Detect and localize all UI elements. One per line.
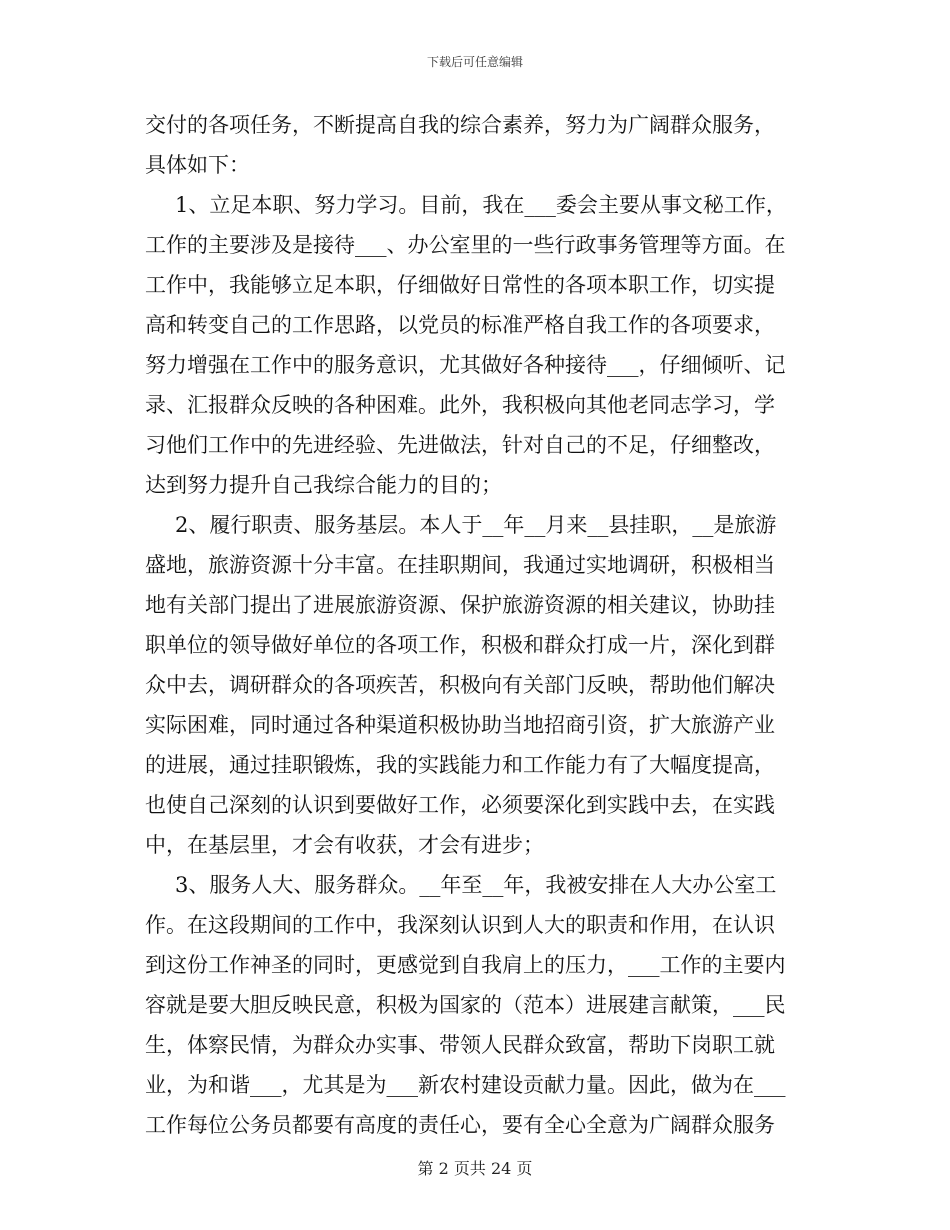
text-line: 的进展，通过挂职锻炼，我的实践能力和工作能力有了大幅度提高， [145, 753, 775, 777]
paragraph-start: 2、履行职责、服务基层。本人于__年__月来__县挂职，__是旅游 [175, 513, 777, 537]
text-line: 地有关部门提出了进展旅游资源、保护旅游资源的相关建议，协助挂 [145, 593, 775, 617]
text-line: 容就是要大胆反映民意，积极为国家的（范本）进展建言献策，___民 [145, 993, 786, 1017]
text-line: 交付的各项任务，不断提高自我的综合素养，努力为广阔群众服务， [145, 113, 775, 137]
body-text [145, 105, 810, 1145]
text-line: 工作的主要涉及是接待___、办公室里的一些行政事务管理等方面。在 [145, 233, 786, 257]
text-line: 作。在这段期间的工作中，我深刻认识到人大的职责和作用，在认识 [145, 913, 775, 937]
text-line: 高和转变自己的工作思路，以党员的标准严格自我工作的各项要求， [145, 313, 775, 337]
text-line: 中，在基层里，才会有收获，才会有进步； [145, 833, 544, 857]
paragraph-start: 1、立足本职、努力学习。目前，我在___委会主要从事文秘工作， [175, 193, 787, 217]
text-line: 工作每位公务员都要有高度的责任心，要有全心全意为广阔群众服务 [145, 1113, 775, 1137]
text-line: 盛地，旅游资源十分丰富。在挂职期间，我通过实地调研，积极相当 [145, 553, 775, 577]
text-line: 工作中，我能够立足本职，仔细做好日常性的各项本职工作，切实提 [145, 273, 775, 297]
text-line: 众中去，调研群众的各项疾苦，积极向有关部门反映，帮助他们解决 [145, 673, 775, 697]
text-line: 也使自己深刻的认识到要做好工作，必须要深化到实践中去，在实践 [145, 793, 775, 817]
text-line: 业，为和谐___，尤其是为___新农村建设贡献力量。因此，做为在___ [145, 1073, 786, 1097]
page-header: 下载后可任意编辑 [426, 55, 523, 69]
text-line: 实际困难，同时通过各种渠道积极协助当地招商引资，扩大旅游产业 [145, 713, 775, 737]
text-line: 到这份工作神圣的同时，更感觉到自我肩上的压力，___工作的主要内 [145, 953, 786, 977]
text-line: 达到努力提升自己我综合能力的目的； [145, 473, 502, 497]
text-line: 生，体察民情，为群众办实事、带领人民群众致富，帮助下岗职工就 [145, 1033, 775, 1057]
text-line: 具体如下： [145, 153, 250, 177]
paragraph-start: 3、服务人大、服务群众。__年至__年，我被安排在人大办公室工 [175, 873, 777, 897]
text-line: 努力增强在工作中的服务意识，尤其做好各种接待___，仔细倾听、记 [145, 353, 786, 377]
text-line: 习他们工作中的先进经验、先进做法，针对自己的不足，仔细整改， [145, 433, 775, 457]
page-footer: 第 2 页共 24 页 [417, 1159, 533, 1178]
text-line: 录、汇报群众反映的各种困难。此外，我积极向其他老同志学习，学 [145, 393, 775, 417]
text-line: 职单位的领导做好单位的各项工作，积极和群众打成一片，深化到群 [145, 633, 775, 657]
